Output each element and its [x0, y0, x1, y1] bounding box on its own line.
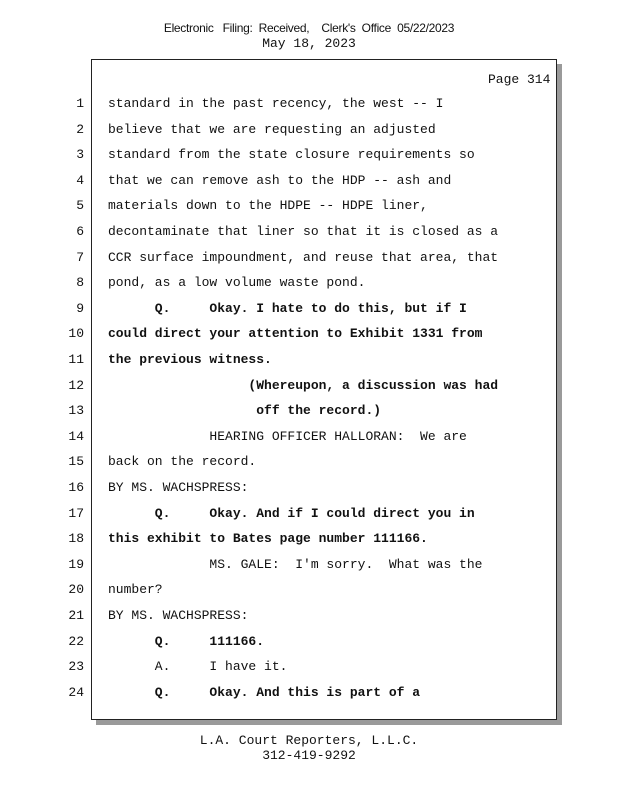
transcript-line-text: could direct your attention to Exhibit 1331 from — [108, 326, 483, 342]
transcript-date: May 18, 2023 — [262, 36, 356, 51]
line-number: 11 — [68, 352, 84, 367]
transcript-line-text: A. I have it. — [108, 659, 288, 675]
transcript-line-text: off the record.) — [108, 403, 382, 419]
line-number: 18 — [68, 531, 84, 547]
line-number: 15 — [68, 454, 84, 470]
line-number: 4 — [76, 172, 84, 188]
transcript-line-text: Q. Okay. And this is part of a — [108, 684, 421, 700]
line-number: 3 — [76, 147, 84, 163]
line-number: 5 — [76, 198, 84, 214]
line-number: 2 — [76, 121, 84, 137]
transcript-line-text: standard from the state closure requirements so — [108, 147, 475, 163]
page-number: Page 314 — [488, 72, 551, 87]
line-number: 23 — [68, 659, 84, 675]
transcript-line-text: Q. 111166. — [108, 633, 265, 649]
line-number: 13 — [68, 403, 84, 419]
line-number: 24 — [68, 684, 84, 700]
line-number: 12 — [68, 377, 84, 393]
line-number: 17 — [68, 505, 84, 521]
transcript-line-text: HEARING OFFICER HALLORAN: We are — [108, 428, 467, 444]
filing-stamp: Electronic Filing: Received, Clerk's Office 05/22/2023 — [163, 21, 455, 35]
transcript-line-text: (Whereupon, a discussion was had — [108, 377, 499, 393]
transcript-line-text: that we can remove ash to the HDP -- ash and — [108, 172, 452, 188]
line-number: 20 — [68, 582, 84, 598]
transcript-line-text: believe that we are requesting an adjusted — [108, 121, 436, 137]
line-number: 22 — [68, 633, 84, 649]
transcript-line-text: BY MS. WACHSPRESS: — [108, 608, 249, 623]
line-number: 9 — [76, 300, 84, 316]
transcript-line-text: back on the record. — [108, 454, 257, 470]
transcript-line-text: CCR surface impoundment, and reuse that area, that — [108, 249, 499, 265]
transcript-line-text: materials down to the HDPE -- HDPE liner, — [108, 198, 428, 214]
line-number: 1 — [76, 96, 84, 111]
line-number: 14 — [68, 428, 84, 444]
transcript-line-text: the previous witness. — [108, 352, 272, 367]
transcript-line-text: pond, as a low volume waste pond. — [108, 275, 366, 291]
transcript-line-text: number? — [108, 582, 163, 598]
transcript-line-text: decontaminate that liner so that it is closed as a — [108, 224, 499, 239]
line-number: 10 — [68, 326, 84, 342]
line-number: 19 — [68, 556, 84, 572]
line-number: 8 — [76, 275, 84, 291]
footer-phone: 312-419-9292 — [262, 748, 356, 763]
transcript-line-text: this exhibit to Bates page number 111166. — [108, 531, 428, 547]
transcript-line-text: standard in the past recency, the west -- I — [108, 96, 444, 111]
line-number: 7 — [76, 249, 84, 265]
line-number: 21 — [68, 608, 84, 623]
transcript-line-text: Q. Okay. I hate to do this, but if I — [108, 300, 467, 316]
transcript-line-text: Q. Okay. And if I could direct you in — [108, 505, 475, 521]
transcript-line-text: MS. GALE: I'm sorry. What was the — [108, 556, 483, 572]
transcript-line-text: BY MS. WACHSPRESS: — [108, 480, 249, 495]
line-number: 16 — [68, 480, 84, 495]
footer-company: L.A. Court Reporters, L.L.C. — [199, 733, 419, 748]
line-number: 6 — [76, 224, 84, 239]
